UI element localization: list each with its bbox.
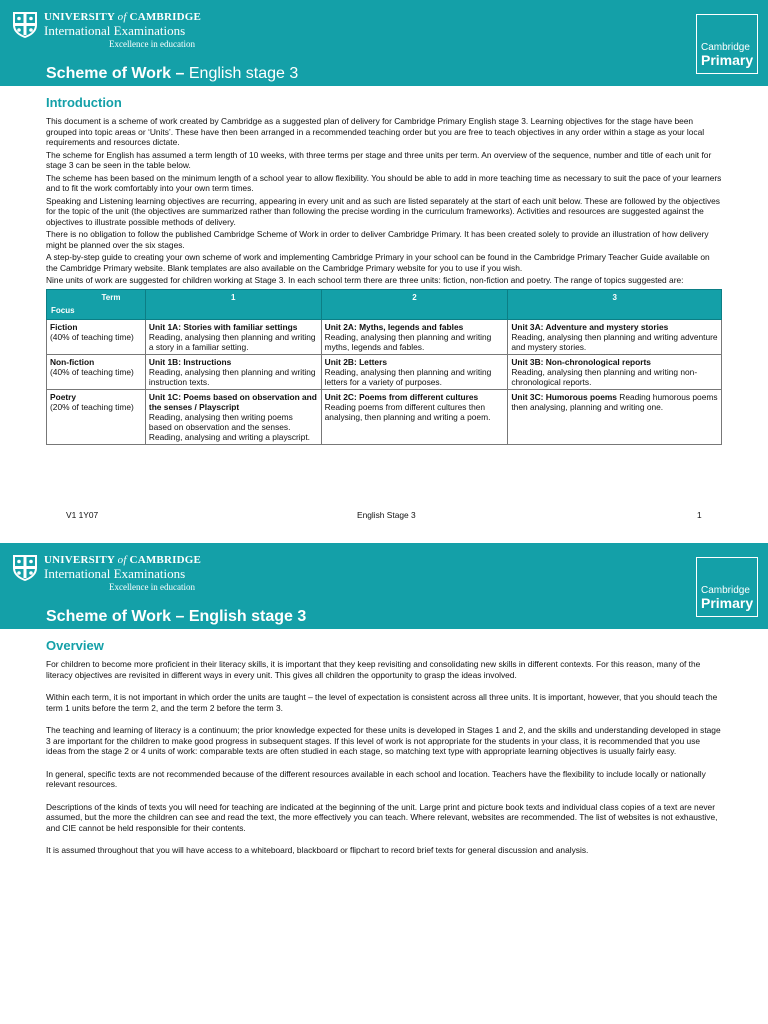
unit-cell: Unit 2B: Letters Reading, analysing then planning and writing letters for a variety of purposes. (321, 354, 508, 389)
header-term-1: 1 (145, 289, 321, 319)
focus-cell: Non-fiction (40% of teaching time) (47, 354, 146, 389)
cambridge-primary-logo: Cambridge Primary (696, 557, 758, 617)
paragraph: Speaking and Listening learning objectives are recurring, appearing in every unit and as such are listed separately at the start of each unit below. These are followed by the objectives for the topic of the unit (the objectives are summarized rather than following the precise wording in the curriculum frameworks). Activities and resources are suggested against the objectives to illustrate possible methods of delivery. (46, 195, 720, 227)
paragraph: For children to become more proficient in their literacy skills, it is important that they keep revisiting and consolidating new skills in different contexts. For this reason, many of the literacy objectives are revisited in different ways in every unit. This gives all children the opportunity to grasp the ideas involved. (46, 659, 701, 680)
footer-version: V1 1Y07 (66, 510, 99, 520)
page-2 (0, 543, 768, 1024)
logo-exams: International Examinations (44, 23, 186, 38)
logo-university: UNIVERSITY of CAMBRIDGE (44, 11, 202, 23)
unit-cell: Unit 1A: Stories with familiar settings Reading, analysing then planning and writing a story in a familiar setting. (145, 319, 321, 354)
paragraph: Nine units of work are suggested for children working at Stage 3. In each school term there are three units: fiction, non-fiction and poetry. The range of topics suggested are: (46, 275, 684, 285)
focus-cell: Fiction (40% of teaching time) (47, 319, 146, 354)
table-row (47, 389, 722, 444)
university-logo (12, 554, 201, 594)
unit-cell: Unit 3C: Humorous poems Reading humorous poems then analysing, planning and writing one. (508, 389, 722, 444)
table-row (47, 319, 722, 354)
paragraph: The scheme has been based on the minimum length of a school year to allow flexibility. You should be able to add in more teaching time as necessary to suit the pace of your learners and to fit the work comfortably into your own term times. (46, 172, 722, 193)
table-row (47, 354, 722, 389)
header-banner (0, 0, 768, 86)
unit-cell: Unit 1B: Instructions Reading, analysing then planning and writing instruction texts. (145, 354, 321, 389)
university-logo (12, 11, 201, 51)
section-heading-overview: Overview (46, 638, 104, 653)
unit-cell: Unit 2A: Myths, legends and fables Reading, analysing then planning and writing myths, legends and fables. (321, 319, 508, 354)
table-header-row (47, 289, 722, 319)
page-title: Scheme of Work – English stage 3 (46, 65, 299, 82)
paragraph: There is no obligation to follow the published Cambridge Scheme of Work in order to deliver Cambridge Primary. It has been created solely to provide an illustration of how delivery might be planned over the six stages. (46, 229, 709, 250)
cambridge-shield-icon (12, 554, 38, 582)
logo-university: UNIVERSITY of CAMBRIDGE (44, 554, 202, 566)
unit-cell: Unit 2C: Poems from different cultures Reading poems from different cultures then analysing, then planning and writing a poem. (321, 389, 508, 444)
logo-exams: International Examinations (44, 566, 186, 581)
header-banner (0, 543, 768, 629)
header-term-3: 3 (508, 289, 722, 319)
paragraph: In general, specific texts are not recommended because of the different resources available in each school and location. Teachers have the flexibility to include locally or nationally relevant resources. (46, 768, 706, 789)
units-table (46, 289, 722, 445)
footer-page-number: 1 (697, 510, 702, 520)
paragraph: This document is a scheme of work created by Cambridge as a suggested plan of delivery for Cambridge Primary English stage 3. Learning objectives for the stage have been grouped into topic areas or ‘Units’. These have then been arranged in a recommended teaching order but you are free to teach objectives in any order within a stage as your local requirements and resources dictate. (46, 116, 705, 147)
section-heading-introduction: Introduction (46, 95, 122, 110)
header-term-focus: Term Focus (47, 289, 146, 319)
unit-cell: Unit 1C: Poems based on observation and the senses / Playscript Reading, analysing then writing poems based on observation and the senses. Reading, analysing and writing a playscript. (145, 389, 321, 444)
paragraph: Within each term, it is not important in which order the units are taught – the level of expectation is consistent across all three units. It is important, however, that you should teach the term 1 units before the term 2, and the term 2 before the term 3. (46, 692, 718, 713)
unit-cell: Unit 3A: Adventure and mystery stories Reading, analysing then planning and writing adventure and mystery stories. (508, 319, 722, 354)
logo-tagline: Excellence in education (109, 39, 195, 49)
paragraph: The scheme for English has assumed a term length of 10 weeks, with three terms per stage and three units per term. An overview of the sequence, number and title of each unit for stage 3 can be seen in the table below. (46, 149, 712, 170)
footer-title: English Stage 3 (357, 510, 416, 520)
cambridge-shield-icon (12, 11, 38, 39)
logo-tagline: Excellence in education (109, 582, 195, 592)
focus-cell: Poetry (20% of teaching time) (47, 389, 146, 444)
unit-cell: Unit 3B: Non-chronological reports Reading, analysing then planning and writing non-chronological reports. (508, 354, 722, 389)
header-term-2: 2 (321, 289, 508, 319)
cambridge-primary-logo: Cambridge Primary (696, 14, 758, 74)
paragraph: The teaching and learning of literacy is a continuum; the prior knowledge expected for these units is developed in Stages 1 and 2, and the skills and understanding developed in stage 3 are important for the children to make good progress in subsequent stages. If this level of work is not appropriate for the students in your class, it is recommended that you use ideas from the stage 2 or 4 units of work: comparable texts are often studied in each stage, so matching text type with appropriate learning objectives is usually fairly easy. (46, 725, 721, 756)
paragraph: Descriptions of the kinds of texts you will need for teaching are indicated at the beginning of the unit. Large print and picture book texts and individual class copies of a text are never assumed, but the more the children can see and read the text, the more effectively you can teach. Where relevant, websites are recommended. The list of websites is not exhaustive, and CIE cannot be held responsible for their contents. (46, 801, 718, 833)
paragraph: A step-by-step guide to creating your own scheme of work and implementing Cambridge Primary in your school can be found in the Cambridge Primary Teacher Guide available on the Cambridge Primary website. Blank templates are also available on the Cambridge Primary website for you to use if you wish. (46, 252, 710, 273)
page-title: Scheme of Work – English stage 3 (46, 608, 307, 625)
paragraph: It is assumed throughout that you will have access to a whiteboard, blackboard or flipchart to record brief texts for general discussion and analysis. (46, 845, 589, 855)
